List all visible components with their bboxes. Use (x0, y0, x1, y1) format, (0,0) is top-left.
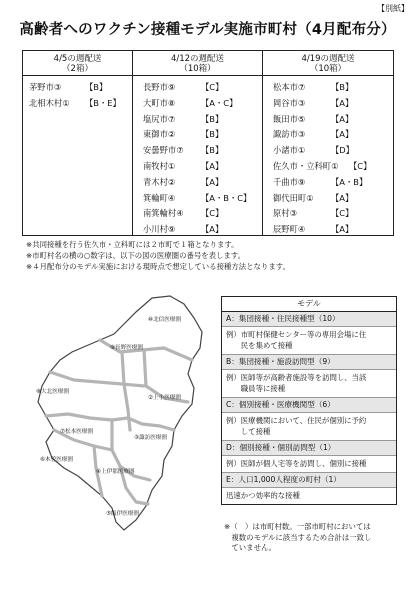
municipality-name: 小諸市① (273, 145, 306, 156)
municipality-name: 松本市⑦ (273, 82, 306, 92)
map-label: ④上伊那医療圏 (96, 469, 135, 475)
column-header (23, 51, 132, 76)
table-row (133, 191, 262, 207)
model-code: 【C】 (201, 82, 224, 92)
legend-note-line: 複数のモデルに該当するため合計は一致し (224, 532, 372, 542)
legend-example-line: 例）医師等が高齢者施設等を訪問し、当該 (226, 373, 367, 382)
municipality-name: 茅野市③ (29, 82, 62, 92)
table-row (263, 143, 393, 159)
model-code: 【A・C】 (201, 97, 238, 108)
header-date: 4/19の週配送 (301, 54, 355, 64)
header-count: （2箱） (62, 64, 93, 74)
model-code: 【A】 (201, 224, 224, 235)
column-header (133, 51, 262, 76)
municipality-name: 東御市② (143, 129, 176, 140)
header-date: 4/12の週配送 (170, 54, 225, 64)
table-row (263, 112, 393, 128)
schedule-column-week1 (23, 51, 133, 235)
legend-note-line: ていません。 (224, 543, 277, 552)
model-code: 【C】 (349, 160, 372, 171)
legend-example (222, 488, 396, 504)
header-date: 4/5の週配送 (53, 54, 102, 64)
table-row (263, 175, 393, 191)
legend-category: B：集団接種・施設訪問型（9） (222, 355, 396, 370)
legend-example-line: 例）医療機関において、住民が個別に予約 (226, 416, 367, 425)
municipality-name: 青木村② (143, 176, 176, 187)
municipality-name: 長野市⑨ (143, 82, 176, 92)
table-row (133, 159, 262, 175)
model-code: 【B・E】 (85, 97, 121, 108)
table-row (133, 127, 262, 143)
municipality-name: 塩尻市⑦ (143, 113, 176, 124)
legend-example (222, 370, 396, 398)
legend-example-line: して接種 (226, 427, 271, 436)
model-code: 【A】 (331, 192, 354, 203)
table-row (133, 175, 262, 191)
municipality-name: 諏訪市③ (273, 129, 306, 140)
legend-note (224, 522, 399, 554)
attachment-tag: 【別紙】 (377, 4, 409, 13)
table-row (263, 206, 393, 222)
table-row (263, 191, 393, 207)
footnote: ※市町村名の横の○数字は、以下の図の医療圏の番号を表します。 (26, 250, 245, 260)
model-code: 【A】 (331, 97, 354, 108)
table-row (23, 96, 132, 112)
legend-note-line: ※（ ）は市町村数。一部市町村においては (224, 522, 371, 531)
legend-example (222, 456, 396, 473)
model-code: 【A・B】 (331, 176, 368, 187)
table-row (133, 143, 262, 159)
table-row (263, 127, 393, 143)
municipality-name: 箕輪町④ (143, 192, 176, 203)
header-count: （10箱） (179, 64, 216, 74)
legend-example (222, 327, 396, 355)
legend-example-line: 例）市町村保健センター等の専用会場に住 (226, 330, 367, 339)
table-row (263, 159, 393, 175)
table-row (23, 80, 132, 96)
table-row (133, 206, 262, 222)
model-code: 【B】 (201, 129, 224, 140)
table-row (263, 80, 393, 96)
municipality-name: 原村③ (273, 208, 298, 219)
table-row (133, 112, 262, 128)
model-code: 【A】 (331, 129, 354, 140)
municipality-list (133, 76, 262, 238)
table-row (133, 222, 262, 238)
legend-example (222, 413, 396, 441)
municipality-name: 飯田市⑤ (273, 113, 306, 124)
legend-title: モデル (222, 297, 396, 312)
model-code: 【C】 (331, 208, 354, 219)
model-code: 【A・B・C】 (201, 192, 252, 203)
header-count: （10箱） (309, 64, 347, 74)
map-label: ③諏訪医療圏 (134, 435, 167, 441)
model-code: 【C】 (201, 208, 224, 219)
map-label: ⑩北信医療圏 (148, 317, 181, 323)
schedule-column-week2 (133, 51, 263, 235)
model-code: 【B】 (331, 82, 354, 92)
legend-example-line: 職員等に接種 (226, 384, 286, 393)
table-row (133, 96, 262, 112)
model-code: 【A】 (201, 176, 224, 187)
legend-example-line: 例）医師が個人宅等を訪問し、個別に接種 (226, 459, 367, 468)
table-row (263, 222, 393, 238)
map-label: ⑧大北医療圏 (36, 389, 69, 395)
page-title: 高齢者へのワクチン接種モデル実施市町村（4月配布分） (19, 22, 396, 38)
municipality-name: 安曇野市⑦ (143, 145, 184, 156)
model-code: 【B】 (201, 113, 224, 124)
column-header (263, 51, 393, 76)
municipality-name: 佐久市・立科町① (273, 160, 339, 171)
municipality-list (23, 76, 132, 112)
municipality-name: 南箕輪村④ (143, 208, 184, 219)
municipality-name: 小川村⑨ (143, 224, 176, 235)
schedule-column-week3 (263, 51, 393, 235)
model-code: 【A】 (331, 113, 354, 124)
footnote: ※４月配布分のモデル実施における現時点で想定している接種方法となります。 (26, 261, 290, 271)
municipality-list (263, 76, 393, 238)
municipality-name: 岡谷市③ (273, 97, 306, 108)
legend-category: D：個別接種・個別訪問型（1） (222, 441, 396, 456)
map-label: ⑨長野医療圏 (110, 345, 143, 351)
map-label: ⑥木曽医療圏 (40, 457, 73, 463)
footnote: ※共同接種を行う佐久市・立科町には２市町で１箱となります。 (26, 240, 239, 249)
model-code: 【A】 (201, 160, 224, 171)
table-row (133, 80, 262, 96)
municipality-name: 大町市⑧ (143, 97, 176, 108)
footnotes (26, 240, 290, 272)
legend-example-line: 迅速かつ効率的な接種 (226, 491, 300, 500)
municipality-name: 南牧村① (143, 160, 176, 171)
medical-region-map (24, 290, 210, 538)
municipality-name: 辰野町④ (273, 224, 306, 235)
legend-category: C：個別接種・医療機関型（6） (222, 398, 396, 413)
model-code: 【A】 (331, 224, 354, 235)
map-label: ⑦松本医療圏 (60, 429, 93, 435)
map-label: ②上小医療圏 (148, 395, 181, 401)
delivery-schedule-table (22, 50, 394, 236)
municipality-name: 千曲市⑨ (273, 176, 306, 187)
model-code: 【B】 (85, 82, 108, 92)
model-legend (221, 296, 397, 505)
table-row (263, 96, 393, 112)
legend-category: E：人口1,000人程度の町村（1） (222, 473, 396, 488)
model-code: 【D】 (331, 145, 354, 156)
legend-example-line: 民を集めて接種 (226, 341, 293, 350)
map-label: ⑤飯伊医療圏 (106, 511, 139, 517)
municipality-name: 北相木村① (29, 97, 70, 108)
legend-category: A：集団接種・住民接種型（10） (222, 312, 396, 327)
model-code: 【B】 (201, 145, 224, 156)
municipality-name: 御代田町① (273, 192, 314, 203)
